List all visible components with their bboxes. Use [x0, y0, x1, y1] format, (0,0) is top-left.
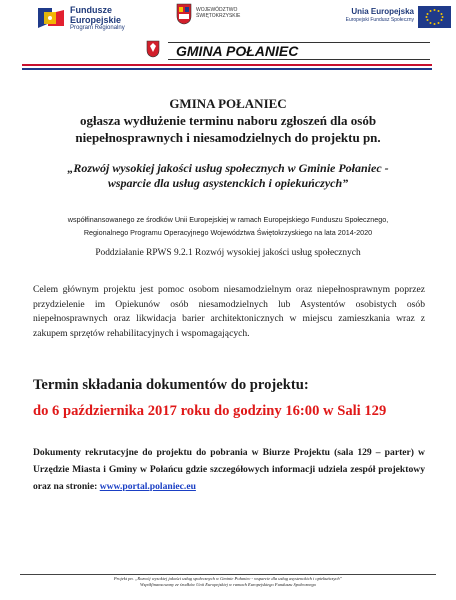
announcement-org: GMINA POŁANIEC — [169, 96, 287, 111]
ue-line2: Europejski Fundusz Społeczny — [345, 17, 414, 23]
funding-line2: Regionalnego Programu Operacyjnego Województwa Świętokrzyskiego na lata 2014-2020 — [83, 228, 373, 237]
blue-divider — [22, 68, 432, 70]
footer-divider — [20, 574, 436, 575]
footer-line1: Projekt pn. „Rozwój wysokiej jakości usług społecznych w Gminie Połaniec - wsparcie dla usług asystenckich i opiekuńczych” — [113, 576, 343, 581]
project-line1: „Rozwój wysokiej jakości usług społecznych w Gminie Połaniec - — [67, 161, 389, 175]
fe-mark-icon — [38, 6, 64, 30]
funding-info — [14, 213, 442, 239]
project-title — [14, 161, 442, 191]
project-goal-paragraph: Celem głównym projektu jest pomoc osobom niesamodzielnym oraz niepełnosprawnym poprzez przydzielenie im Opiekunów osób niesamodzielnych lub Asystentów osobistych osób niepełnosprawnych oraz likwidacja barier architektonicznych w miejscu zamieszkania wraz z zakupem sprzętów rehabilitacyjnych i wspomagających. — [33, 284, 425, 340]
footer-line2: Współfinansowany ze środków Unii Europejskiej w ramach Europejskiego Funduszu Społecznego — [139, 582, 317, 587]
sw-line2: ŚWIĘTOKRZYSKIE — [196, 13, 241, 19]
eu-flag-icon — [418, 6, 451, 28]
gmina-bottom-line — [168, 59, 430, 60]
ue-line1: Unia Europejska — [351, 7, 414, 16]
funding-line1: współfinansowanego ze środków Unii Europejskiej w ramach Europejskiego Funduszu Społecznego, — [67, 215, 389, 224]
fe-line1: Fundusze — [70, 5, 112, 15]
announcement-line2: ogłasza wydłużenie terminu naboru zgłoszeń dla osób — [79, 113, 377, 128]
documents-text: Dokumenty rekrutacyjne do projektu do pobrania w Biurze Projektu (sala 129 – parter) w Urzędzie Miasta i Gminy w Połańcu gdzie szczegółowych informacji udziela zespół projektowy oraz na stronie: — [33, 447, 425, 492]
gmina-title: GMINA POŁANIEC — [176, 43, 299, 59]
announcement-heading — [14, 95, 442, 146]
deadline-heading: Termin składania dokumentów do projektu: — [33, 377, 309, 393]
fe-line2: Europejskie — [70, 15, 122, 25]
deadline-value: do 6 października 2017 roku do godziny 16:00 w Sali 129 — [33, 403, 387, 419]
fe-line3: Program Regionalny — [70, 25, 125, 31]
sw-line1: WOJEWÓDZTWO — [196, 7, 238, 13]
red-divider — [22, 64, 432, 66]
announcement-line3: niepełnosprawnych i niesamodzielnych do projektu pn. — [75, 130, 381, 145]
project-line2: wsparcie dla usług asystenckich i opiekuńczych” — [107, 176, 349, 190]
portal-link[interactable]: www.portal.polaniec.eu — [99, 481, 196, 492]
swietokrzyskie-crest-icon — [176, 3, 192, 25]
logo-bar — [0, 0, 456, 40]
gmina-crest-icon — [146, 40, 160, 58]
subaction-text: Poddziałanie RPWS 9.2.1 Rozwój wysokiej jakości usług społecznych — [95, 248, 361, 258]
gmina-header — [140, 42, 430, 58]
documents-paragraph — [33, 444, 425, 495]
